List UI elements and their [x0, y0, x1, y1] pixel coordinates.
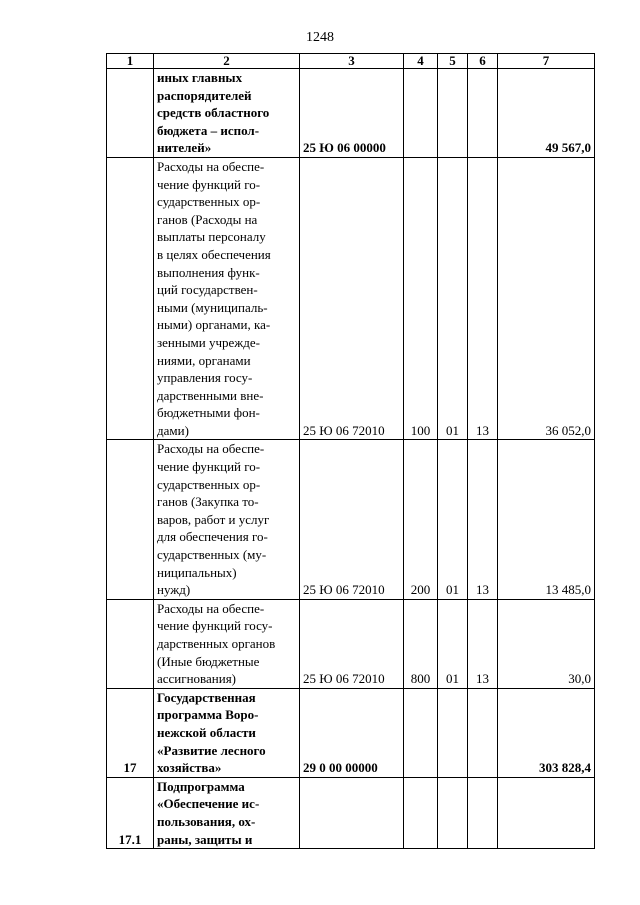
row-rz-cell — [438, 777, 468, 848]
row-name-line: Расходы на обеспе- — [157, 158, 265, 174]
row-name-line: Государственная — [157, 689, 256, 705]
row-pr-cell: 13 — [468, 599, 498, 688]
row-name-line: Расходы на обеспе- — [157, 441, 265, 457]
row-rz-cell: 01 — [438, 599, 468, 688]
row-name-cell — [154, 777, 300, 848]
row-amount-cell: 13 485,0 — [498, 440, 595, 599]
row-pr-cell: 13 — [468, 440, 498, 599]
row-name-line: нежской области — [157, 724, 256, 740]
row-vr-cell: 200 — [404, 440, 438, 599]
table-row — [107, 777, 595, 848]
row-name-line: ными) органами, ка- — [157, 317, 271, 333]
row-number-cell — [107, 599, 154, 688]
row-name-line: нителей» — [157, 140, 212, 156]
row-name-line: ганов (Закупка то- — [157, 494, 259, 510]
row-name-line: Расходы на обеспе- — [157, 600, 265, 616]
row-name-line: нужд) — [157, 582, 191, 598]
row-name-line: ниями, органами — [157, 352, 251, 368]
col-header-5: 5 — [438, 54, 468, 69]
row-name-line: ганов (Расходы на — [157, 211, 258, 227]
table-body — [107, 69, 595, 849]
row-name-line: раны, защиты и — [157, 831, 253, 847]
row-number-cell — [107, 69, 154, 158]
row-pr-cell — [468, 688, 498, 777]
table-row — [107, 688, 595, 777]
row-name-line: чение функций госу- — [157, 618, 273, 634]
row-name-line: варов, работ и услуг — [157, 511, 270, 527]
row-name-line: для обеспечения го- — [157, 529, 268, 545]
row-name-line: «Развитие лесного — [157, 742, 266, 758]
row-name-line: программа Воро- — [157, 707, 259, 723]
row-name-line: хозяйства» — [157, 760, 222, 776]
row-vr-cell — [404, 777, 438, 848]
col-header-6: 6 — [468, 54, 498, 69]
table-row — [107, 440, 595, 599]
row-name-cell — [154, 69, 300, 158]
row-code-cell — [300, 777, 404, 848]
row-name-line: ций государствен- — [157, 282, 258, 298]
table-row — [107, 157, 595, 440]
row-name-line: дами) — [157, 422, 189, 438]
row-name-line: распорядителей — [157, 87, 252, 103]
row-name-line: дарственных органов — [157, 636, 276, 651]
row-name-line: «Обеспечение ис- — [157, 796, 260, 812]
row-name-line: иных главных — [157, 70, 243, 85]
table-row — [107, 599, 595, 688]
row-pr-cell — [468, 69, 498, 158]
row-code-cell: 29 0 00 00000 — [300, 688, 404, 777]
row-name-line: чение функций го- — [157, 176, 261, 192]
row-name-line: сударственных ор- — [157, 476, 261, 492]
row-number-cell: 17 — [107, 688, 154, 777]
row-name-line: бюджета – испол- — [157, 122, 260, 138]
row-vr-cell — [404, 69, 438, 158]
col-header-7: 7 — [498, 54, 595, 69]
row-name-line: (Иные бюджетные — [157, 653, 260, 669]
row-name-line: выполнения функ- — [157, 264, 260, 280]
row-name-line: управления госу- — [157, 370, 253, 386]
row-rz-cell: 01 — [438, 440, 468, 599]
row-name-line: ассигнования) — [157, 671, 237, 687]
page-number: 1248 — [306, 30, 334, 45]
row-name-line: ными (муниципаль- — [157, 299, 268, 315]
row-name-line: чение функций го- — [157, 459, 261, 475]
row-vr-cell — [404, 688, 438, 777]
row-name-cell — [154, 688, 300, 777]
row-name-line: пользования, ох- — [157, 813, 256, 829]
row-number-cell: 17.1 — [107, 777, 154, 848]
col-header-2: 2 — [154, 54, 300, 69]
row-vr-cell: 800 — [404, 599, 438, 688]
row-name-line: сударственных ор- — [157, 194, 261, 210]
col-header-1: 1 — [107, 54, 154, 69]
row-name-line: средств областного — [157, 105, 270, 121]
row-vr-cell: 100 — [404, 157, 438, 440]
row-amount-cell — [498, 777, 595, 848]
row-amount-cell: 36 052,0 — [498, 157, 595, 440]
row-name-cell — [154, 157, 300, 440]
row-number-cell — [107, 157, 154, 440]
row-name-line: выплаты персоналу — [157, 229, 266, 245]
row-code-cell: 25 Ю 06 72010 — [300, 599, 404, 688]
row-pr-cell: 13 — [468, 157, 498, 440]
col-header-4: 4 — [404, 54, 438, 69]
row-amount-cell: 30,0 — [498, 599, 595, 688]
row-amount-cell: 303 828,4 — [498, 688, 595, 777]
row-rz-cell: 01 — [438, 157, 468, 440]
table-row — [107, 69, 595, 158]
header-row — [107, 54, 595, 69]
row-name-line: в целях обеспечения — [157, 246, 271, 262]
row-rz-cell — [438, 69, 468, 158]
budget-table — [106, 53, 595, 849]
row-rz-cell — [438, 688, 468, 777]
row-name-cell — [154, 599, 300, 688]
row-amount-cell: 49 567,0 — [498, 69, 595, 158]
row-name-line: дарственными вне- — [157, 387, 264, 403]
row-code-cell: 25 Ю 06 72010 — [300, 157, 404, 440]
row-pr-cell — [468, 777, 498, 848]
row-name-line: Подпрограмма — [157, 778, 245, 794]
row-name-line: ниципальных) — [157, 564, 237, 580]
row-code-cell: 25 Ю 06 72010 — [300, 440, 404, 599]
row-name-line: сударственных (му- — [157, 547, 267, 563]
row-name-line: зенными учрежде- — [157, 334, 260, 350]
col-header-3: 3 — [300, 54, 404, 69]
row-name-cell — [154, 440, 300, 599]
row-number-cell — [107, 440, 154, 599]
row-code-cell: 25 Ю 06 00000 — [300, 69, 404, 158]
row-name-line: бюджетными фон- — [157, 405, 260, 421]
